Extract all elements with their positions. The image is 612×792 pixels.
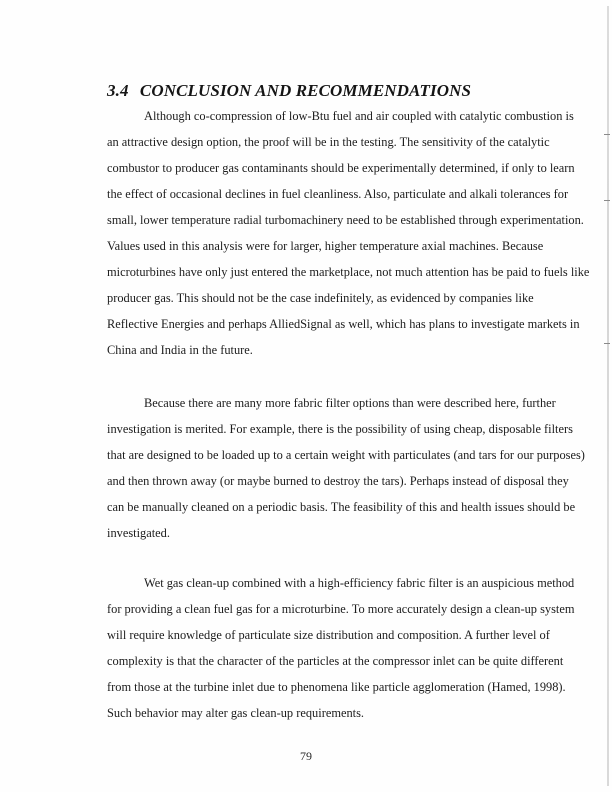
section-heading: [107, 81, 471, 101]
scan-edge-line: [607, 6, 609, 786]
text-line: investigated.: [107, 526, 170, 540]
scan-edge-mark: [604, 343, 610, 344]
paragraph: [107, 103, 590, 363]
text-line: combustor to producer gas contaminants should be experimentally determined, if only to learn: [107, 161, 575, 175]
text-line: complexity is that the character of the particles at the compressor inlet can be quite different: [107, 654, 564, 668]
text-line: investigation is merited. For example, there is the possibility of using cheap, disposable filters: [107, 422, 573, 436]
section-number: 3.4: [107, 81, 129, 100]
text-line: for providing a clean fuel gas for a microturbine. To more accurately design a clean-up system: [107, 602, 575, 616]
paragraph: [107, 390, 585, 546]
scan-edge-mark: [604, 200, 610, 201]
text-line: and then thrown away (or maybe burned to destroy the tars). Perhaps instead of disposal they: [107, 474, 569, 488]
text-line: Such behavior may alter gas clean-up requirements.: [107, 706, 365, 720]
text-line: China and India in the future.: [107, 343, 253, 357]
text-line: producer gas. This should not be the case indefinitely, as evidenced by companies like: [107, 291, 534, 305]
scan-edge-mark: [604, 134, 610, 135]
page-number: 79: [300, 749, 312, 763]
text-line: small, lower temperature radial turbomachinery need to be established through experimentation.: [107, 213, 584, 227]
text-line: can be manually cleaned on a periodic basis. The feasibility of this and health issues should be: [107, 500, 576, 514]
text-line: the effect of occasional declines in fuel cleanliness. Also, particulate and alkali tolerances for: [107, 187, 569, 201]
text-line: that are designed to be loaded up to a certain weight with particulates (and tars for our purposes): [107, 448, 585, 462]
text-line: Wet gas clean-up combined with a high-efficiency fabric filter is an auspicious method: [144, 576, 575, 590]
text-line: from those at the turbine inlet due to phenomena like particle agglomeration (Hamed, 1998).: [107, 680, 566, 694]
paragraph: [107, 570, 575, 726]
text-line: microturbines have only just entered the marketplace, not much attention has be paid to fuels like: [107, 265, 590, 279]
text-line: Because there are many more fabric filter options than were described here, further: [144, 396, 556, 410]
text-line: Although co-compression of low-Btu fuel and air coupled with catalytic combustion is: [144, 109, 574, 123]
text-line: will require knowledge of particulate size distribution and composition. A further level of: [107, 628, 550, 642]
text-line: Reflective Energies and perhaps AlliedSignal as well, which has plans to investigate markets in: [107, 317, 580, 331]
section-title: CONCLUSION AND RECOMMENDATIONS: [139, 81, 472, 100]
text-line: an attractive design option, the proof will be in the testing. The sensitivity of the catalytic: [107, 135, 550, 149]
text-line: Values used in this analysis were for larger, higher temperature axial machines. Because: [107, 239, 544, 253]
